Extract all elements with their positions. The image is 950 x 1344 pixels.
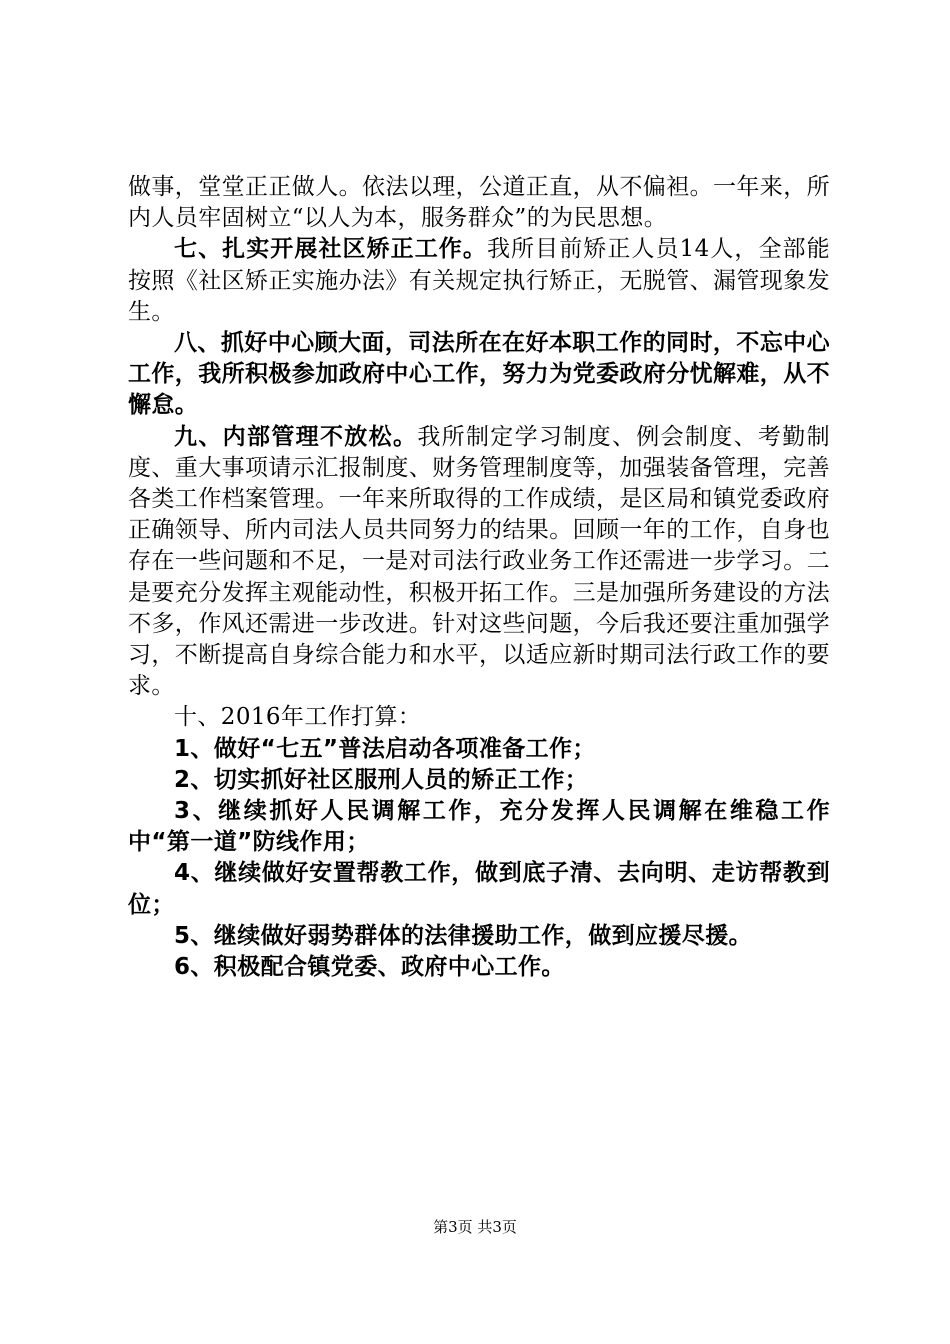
plan-item: 6、积极配合镇党委、政府中心工作。 [174,954,565,981]
plan-heading: 十、2016年工作打算： [174,704,422,731]
paragraph-central-work [128,328,830,422]
paragraph-internal-management [128,422,830,703]
paragraph-text: 做事，堂堂正正做人。依法以理，公道正直，从不偏袒。一年来，所内人员牢固树立“以人为本，服务群众”的为民思想。 [128,174,830,232]
plan-item: 1、做好“七五”普法启动各项准备工作； [174,735,596,762]
document-body [128,172,830,983]
paragraph-lead: 九、内部管理不放松。 [174,423,418,450]
plan-item: 3、继续抓好人民调解工作，充分发挥人民调解在维稳工作中“第一道”防线作用； [128,798,830,856]
paragraph-text: 我所制定学习制度、例会制度、考勤制度、重大事项请示汇报制度、财务管理制度等，加强装备管理，完善各类工作档案管理。一年来所取得的工作成绩，是区局和镇党委政府正确领导、所内司法人员共同努力的结果。回顾一年的工作，自身也存在一些问题和不足，一是对司法行政业务工作还需进一步学习。二是要充分发挥主观能动性，积极开拓工作。三是加强所务建设的方法不多，作风还需进一步改进。针对这些问题，今后我还要注重加强学习，不断提高自身综合能力和水平，以适应新时期司法行政工作的要求。 [128,423,830,700]
paragraph-community-correction [128,234,830,328]
paragraph-continuation [128,172,830,234]
plan-item: 5、继续做好弱势群体的法律援助工作，做到应援尽援。 [174,922,753,949]
paragraph-lead: 八、抓好中心顾大面，司法所在在好本职工作的同时，不忘中心工作，我所积极参加政府中心工作，努力为党委政府分忧解难，从不懈怠。 [128,330,830,419]
plan-item: 4、继续做好安置帮教工作，做到底子清、去向明、走访帮教到位； [128,860,830,918]
page-number-footer: 第3页 共3页 [433,1218,517,1236]
paragraph-text: 我所目前矫正人员14人，全部能按照《社区矫正实施办法》有关规定执行矫正，无脱管、漏管现象发生。 [128,236,830,325]
paragraph-lead: 七、扎实开展社区矫正工作。 [174,236,487,263]
plan-item: 2、切实抓好社区服刑人员的矫正工作； [174,766,589,793]
